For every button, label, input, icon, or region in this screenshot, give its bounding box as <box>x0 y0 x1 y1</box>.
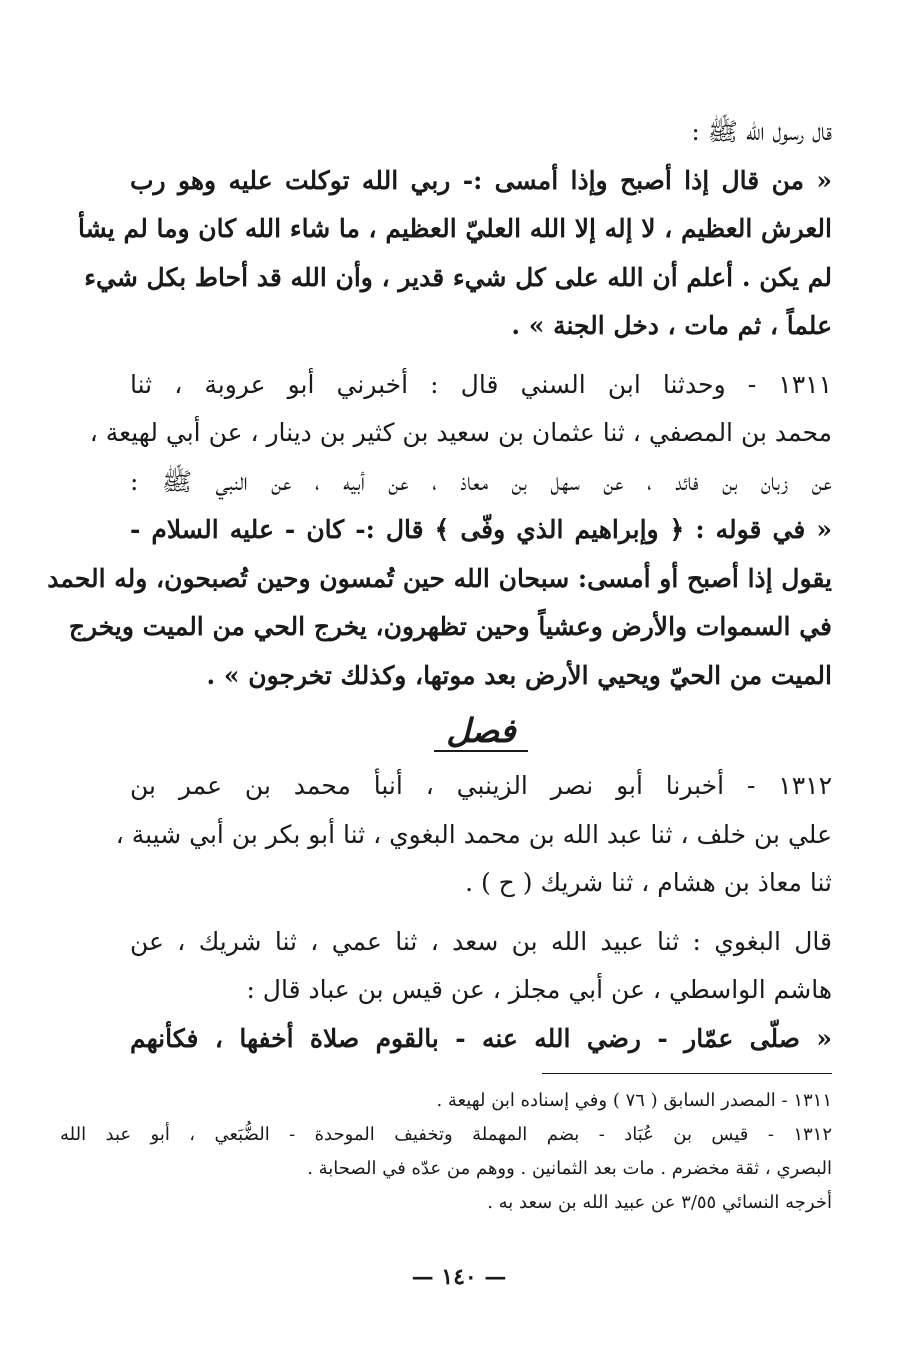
text-line: هاشم الواسطي ، عن أبي مجلز ، عن قيس بن عباد قال : <box>246 975 832 1004</box>
text-line: يقول إذا أصبح أو أمسى: سبحان الله حين تُمسون وحين تُصبحون، وله الحمد <box>47 563 832 593</box>
paragraph-gap <box>130 908 832 918</box>
text-line: « من قال إذا أصبح وإذا أمسى :- ربي الله توكلت عليه وهو رب <box>130 165 832 195</box>
footnotes <box>60 1084 832 1220</box>
text-line: قال رسول الله ﷺ : <box>691 117 832 146</box>
footnote-line: البصري ، ثقة مخضرم . مات بعد الثمانين . ووهم من عدّه في الصحابة . <box>307 1158 832 1179</box>
text-line: عن زبان بن فائد ، عن سهل بن معاذ ، عن أبيه ، عن النبي ﷺ : <box>130 466 832 496</box>
footnote-line: ١٣١١ - المصدر السابق ( ٧٦ ) وفي إسناده ابن لهيعة . <box>436 1090 832 1111</box>
text-line: في السموات والأرض وعشياً وحين تظهرون، يخرج الحي من الميت ويخرج <box>68 612 832 641</box>
section-heading-text: فصل <box>434 711 527 752</box>
text-line: ثنا معاذ بن هشام ، ثنا شريك ( ح ) . <box>465 868 832 897</box>
text-line: العرش العظيم ، لا إله إلا الله العليّ العظيم ، ما شاء الله كان وما لم يشأ <box>77 214 832 243</box>
text-line: « صلّى عمّار - رضي الله عنه - بالقوم صلاة أخفها ، فكأنهم <box>130 1023 832 1053</box>
footnote-divider <box>542 1073 832 1074</box>
text-line: « في قوله : ﴿ وإبراهيم الذي وفّى ﴾ قال :- كان - عليه السلام - <box>130 515 832 544</box>
paragraph-gap <box>130 351 832 361</box>
text-line: لم يكن . أعلم أن الله على كل شيء قدير ، وأن الله قد أحاط بكل شيء <box>84 262 832 292</box>
page-number: — ١٤٠ — <box>411 1264 507 1290</box>
text-line: محمد بن المصفي ، ثنا عثمان بن سعيد بن كثير بن دينار ، عن أبي لهيعة ، <box>89 418 832 447</box>
text-line: ١٣١١ - وحدثنا ابن السني قال : أخبرني أبو عروبة ، ثنا <box>130 369 832 399</box>
footnote-line: أخرجه النسائي ٣/٥٥ عن عبيد الله بن سعد به . <box>487 1192 832 1213</box>
text-line: علي بن خلف ، ثنا عبد الله بن محمد البغوي ، ثنا أبو بكر بن أبي شيبة ، <box>115 819 832 849</box>
text-line: علماً ، ثم مات ، دخل الجنة » . <box>511 311 832 340</box>
footnote-line: ١٣١٢ - قيس بن عُبَاد - بضم المهملة وتخفيف الموحدة - الضُّبَعي ، أبو عبد الله <box>60 1124 832 1145</box>
text-line: الميت من الحيّ ويحيي الأرض بعد موتها، وكذلك تخرجون » . <box>206 660 832 690</box>
text-line: ١٣١٢ - أخبرنا أبو نصر الزينبي ، أنبأ محمد بن عمر بن <box>130 771 832 800</box>
page-body <box>47 108 832 1063</box>
text-line: قال البغوي : ثنا عبيد الله بن سعد ، ثنا عمي ، ثنا شريك ، عن <box>130 926 832 956</box>
section-heading <box>130 700 832 762</box>
